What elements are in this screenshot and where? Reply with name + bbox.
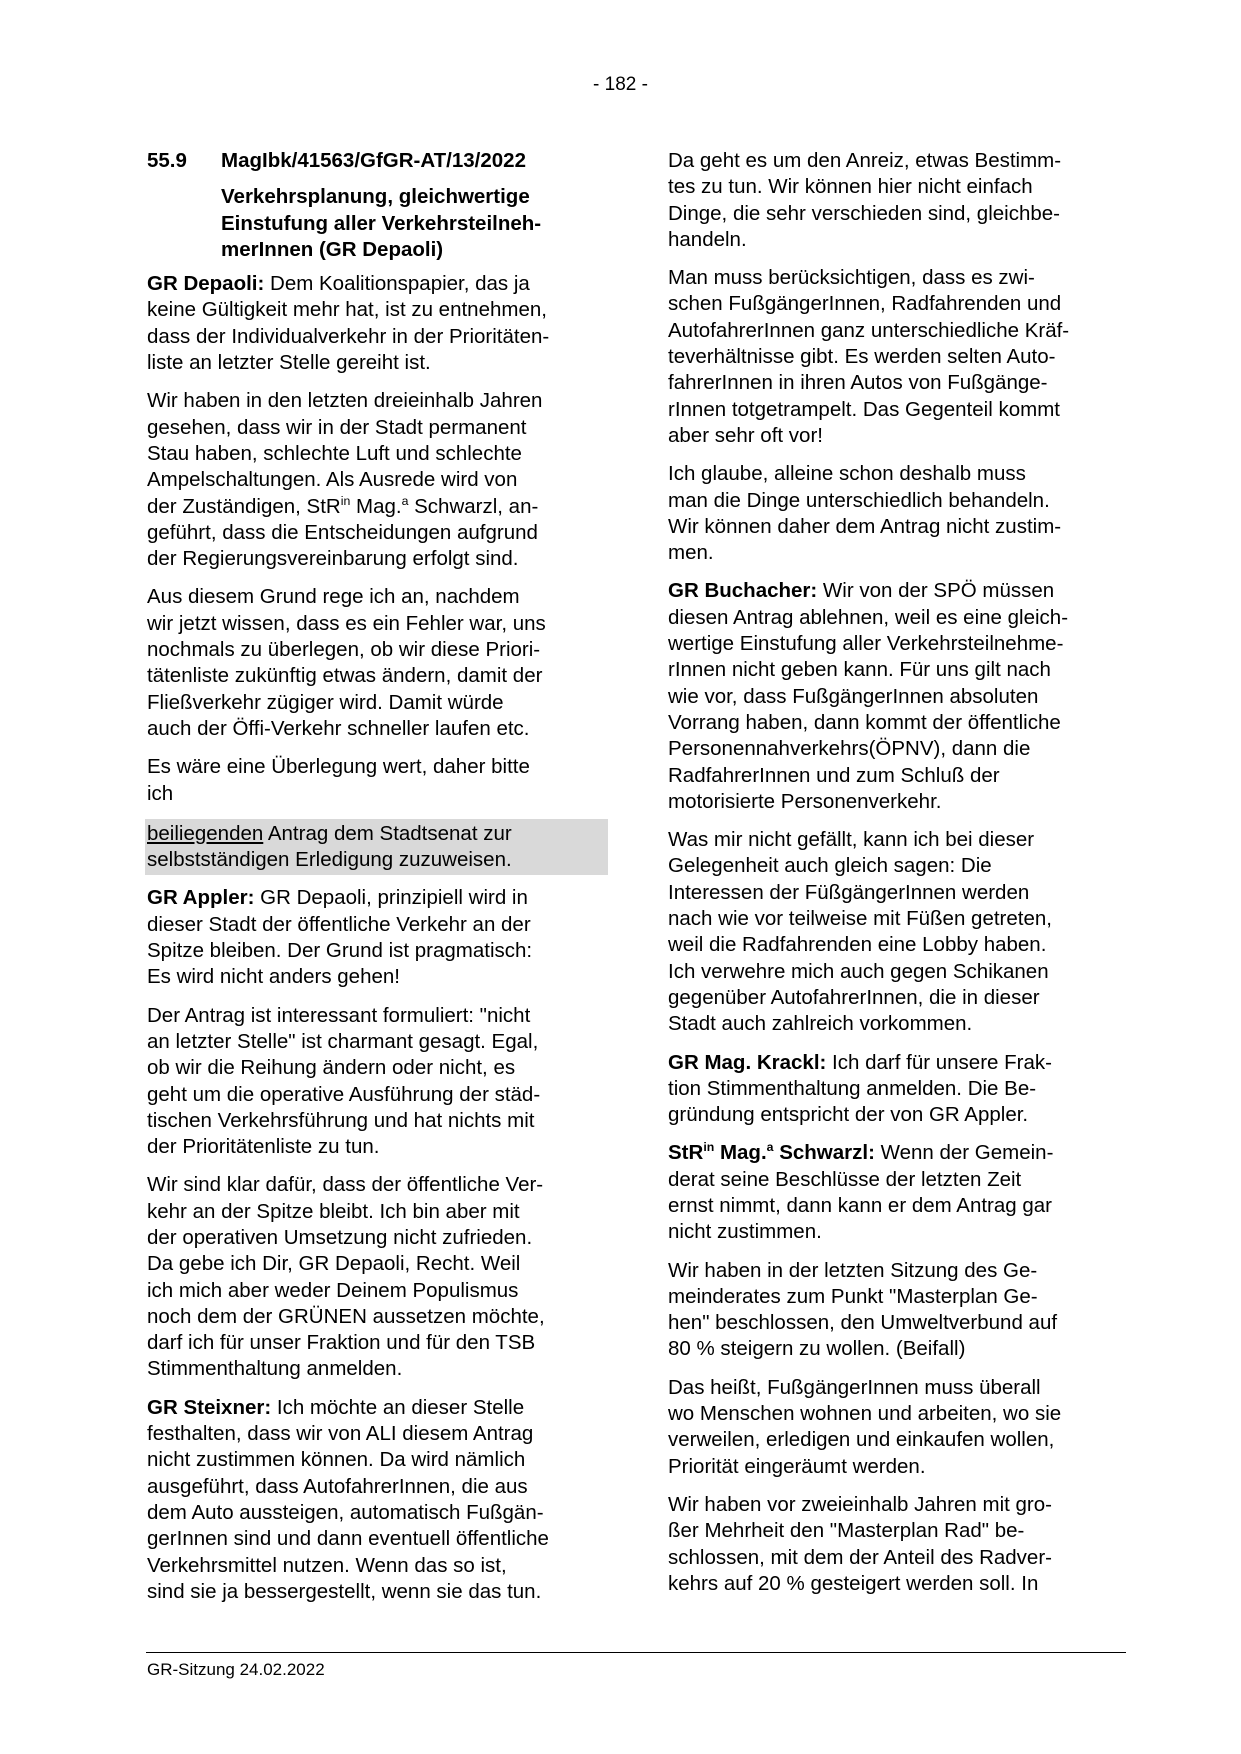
speaker-name: GR Buchacher:	[668, 579, 818, 603]
text-line: Wir sind klar dafür, dass der öffentliche Ver-	[147, 1173, 544, 1197]
text-line: Fließverkehr zügiger wird. Damit würde	[147, 690, 504, 714]
text-line: AutofahrerInnen ganz unterschiedliche Kräf-	[668, 318, 1070, 342]
text-line: motorisierte Personenverkehr.	[668, 789, 942, 813]
text-line: ob wir die Reihung ändern oder nicht, es	[147, 1056, 516, 1080]
paragraph-schwarzl	[668, 1140, 1123, 1245]
paragraph	[668, 1375, 1123, 1480]
text-line: nach wie vor teilweise mit Füßen getreten,	[668, 907, 1052, 931]
text-line: meinderates zum Punkt "Masterplan Ge-	[668, 1284, 1038, 1308]
paragraph	[668, 461, 1123, 566]
item-title-line: Einstufung aller Verkehrsteilneh-	[221, 211, 542, 235]
text-line: Ich verwehre mich auch gegen Schikanen	[668, 959, 1049, 983]
text-line: Wenn der Gemein-	[874, 1141, 1054, 1165]
text-line: rInnen nicht geben kann. Für uns gilt nach	[668, 658, 1051, 682]
speaker-name: GR Depaoli:	[147, 272, 265, 296]
text-line: diesen Antrag ablehnen, weil es eine gleich-	[668, 605, 1069, 629]
text-line: nicht zustimmen.	[668, 1220, 822, 1244]
text-line: Stau haben, schlechte Luft und schlechte	[147, 441, 522, 465]
paragraph-appler	[147, 885, 602, 990]
text-line: Man muss berücksichtigen, dass es zwi-	[668, 266, 1035, 290]
speaker-name: StR$^{in}$ Mag.$^a$ Schwarzl:	[668, 1140, 875, 1165]
text-line: sind sie ja bessergestellt, wenn sie das tun.	[147, 1579, 542, 1603]
text-line: men.	[668, 541, 714, 565]
text-line: wir jetzt wissen, dass es ein Fehler war, uns	[147, 611, 546, 635]
text-line: man die Dinge unterschiedlich behandeln.	[668, 488, 1050, 512]
text-line: Ampelschaltungen. Als Ausrede wird von	[147, 468, 518, 492]
text-line: tion Stimmenthaltung anmelden. Die Be-	[668, 1076, 1037, 1100]
paragraph-krackl	[668, 1050, 1123, 1129]
text-line: Wir haben in den letzten dreieinhalb Jahren	[147, 389, 543, 413]
text-line: Ich glaube, alleine schon deshalb muss	[668, 462, 1026, 486]
text-line: Wir haben vor zweieinhalb Jahren mit gro-	[668, 1492, 1052, 1516]
text-line: wertige Einstufung aller Verkehrsteilnehme-	[668, 632, 1064, 656]
text-line: Ich möchte an dieser Stelle	[271, 1395, 525, 1419]
paragraph-steixner	[147, 1395, 602, 1605]
item-heading	[147, 148, 602, 174]
text-line: Wir haben in der letzten Sitzung des Ge-	[668, 1258, 1038, 1282]
text-line: schen FußgängerInnen, Radfahrenden und	[668, 292, 1062, 316]
text-line: derat seine Beschlüsse der letzten Zeit	[668, 1167, 1022, 1191]
speaker-name: GR Mag. Krackl:	[668, 1050, 827, 1074]
text-line: gegenüber AutofahrerInnen, die in dieser	[668, 985, 1040, 1009]
text-line: Verkehrsmittel nutzen. Wenn das so ist,	[147, 1553, 507, 1577]
text-line: Ich darf für unsere Frak-	[826, 1050, 1052, 1074]
text-line: keine Gültigkeit mehr hat, ist zu entnehmen,	[147, 298, 547, 322]
text-line: Dem Koalitionspapier, das ja	[264, 272, 530, 296]
text-line: tätenliste zukünftig etwas ändern, damit der	[147, 664, 543, 688]
speaker-name: GR Steixner:	[147, 1395, 272, 1419]
paragraph-depaoli	[147, 271, 602, 376]
text-line: Da geht es um den Anreiz, etwas Bestimm-	[668, 149, 1062, 172]
text-line: verweilen, erledigen und einkaufen wollen,	[668, 1428, 1055, 1452]
text-line: tischen Verkehrsführung und hat nichts mit	[147, 1108, 535, 1132]
paragraph	[668, 1258, 1123, 1363]
text-line: tes zu tun. Wir können hier nicht einfach	[668, 175, 1033, 199]
item-title-line: merInnen (GR Depaoli)	[221, 237, 444, 261]
text-line: wie vor, dass FußgängerInnen absoluten	[668, 684, 1039, 708]
footer-divider	[146, 1652, 1126, 1653]
text-line: der Zuständigen, StR$^{in}$ Mag.$^a$ Schwarzl, an-	[147, 493, 539, 518]
text-line: dieser Stadt der öffentliche Verkehr an der	[147, 912, 531, 936]
text-line: geht um die operative Ausführung der städ-	[147, 1082, 541, 1106]
text-line: an letzter Stelle" ist charmant gesagt. Egal,	[147, 1029, 539, 1053]
item-title-line: Verkehrsplanung, gleichwertige	[221, 185, 530, 209]
text-line: RadfahrerInnen und zum Schluß der	[668, 763, 1000, 787]
text-line: Es wäre eine Überlegung wert, daher bitte	[147, 755, 530, 779]
text-line: Gelegenheit auch gleich sagen: Die	[668, 854, 992, 878]
footer-session-date: GR-Sitzung 24.02.2022	[147, 1660, 325, 1679]
text-line: Priorität eingeräumt werden.	[668, 1454, 926, 1478]
paragraph	[147, 1003, 602, 1161]
text-line: Was mir nicht gefällt, kann ich bei dieser	[668, 828, 1035, 852]
text-line: liste an letzter Stelle gereiht ist.	[147, 351, 431, 375]
text-line: schlossen, mit dem der Anteil des Radver-	[668, 1545, 1052, 1569]
paragraph	[668, 827, 1123, 1037]
text-line: gesehen, dass wir in der Stadt permanent	[147, 415, 527, 439]
text-line: fahrerInnen in ihren Autos von Fußgänge-	[668, 371, 1048, 395]
paragraph	[668, 265, 1123, 449]
text-line: nochmals zu überlegen, ob wir diese Priori-	[147, 638, 541, 662]
text-line: hen" beschlossen, den Umweltverbund auf	[668, 1311, 1058, 1335]
text-line: darf ich für unser Fraktion und für den TSB	[147, 1331, 536, 1355]
paragraph	[668, 1492, 1123, 1597]
text-line: Interessen der FüßgängerInnen werden	[668, 880, 1030, 904]
motion-underlined: beiliegenden	[147, 821, 264, 845]
text-line: ßer Mehrheit den "Masterplan Rad" be-	[668, 1519, 1025, 1543]
text-line: ernst nimmt, dann kann er dem Antrag gar	[668, 1193, 1053, 1217]
text-line: Wir können daher dem Antrag nicht zustim-	[668, 514, 1062, 538]
text-line: GR Depaoli, prinzipiell wird in	[254, 886, 528, 910]
text-line: auch der Öffi-Verkehr schneller laufen etc.	[147, 716, 530, 740]
text-line: ich mich aber weder Deinem Populismus	[147, 1278, 519, 1302]
text-line: selbstständigen Erledigung zuzuweisen.	[147, 848, 512, 872]
text-line: dass der Individualverkehr in der Prioritäten-	[147, 324, 550, 348]
paragraph	[147, 584, 602, 742]
text-line: noch dem der GRÜNEN aussetzen möchte,	[147, 1304, 545, 1328]
paragraph	[147, 388, 602, 572]
text-line: Dinge, die sehr verschieden sind, gleichbe-	[668, 201, 1061, 225]
right-column	[668, 148, 1123, 1609]
speaker-name: GR Appler:	[147, 886, 255, 910]
text-line: gründung entspricht der von GR Appler.	[668, 1103, 1029, 1127]
text-line: der operativen Umsetzung nicht zufrieden.	[147, 1225, 533, 1249]
paragraph-buchacher	[668, 578, 1123, 815]
text-line: kehrs auf 20 % gesteigert werden soll. In	[668, 1571, 1039, 1595]
text-line: festhalten, dass wir von ALI diesem Antrag	[147, 1422, 534, 1446]
text-line: nicht zustimmen können. Da wird nämlich	[147, 1448, 526, 1472]
text-line: Spitze bleiben. Der Grund ist pragmatisch:	[147, 939, 533, 963]
text-line: Antrag dem Stadtsenat zur	[263, 821, 512, 845]
left-column	[147, 148, 602, 1617]
text-line: Wir von der SPÖ müssen	[817, 579, 1055, 603]
text-line: Vorrang haben, dann kommt der öffentliche	[668, 710, 1061, 734]
text-line: der Prioritätenliste zu tun.	[147, 1135, 380, 1159]
motion-box	[145, 819, 608, 876]
text-line: Das heißt, FußgängerInnen muss überall	[668, 1375, 1041, 1399]
text-line: Da gebe ich Dir, GR Depaoli, Recht. Weil	[147, 1252, 521, 1276]
item-reference: MagIbk/41563/GfGR-AT/13/2022	[221, 149, 526, 172]
text-line: Personennahverkehrs(ÖPNV), dann die	[668, 737, 1031, 761]
text-line: Es wird nicht anders gehen!	[147, 965, 400, 989]
text-line: Stimmenthaltung anmelden.	[147, 1357, 403, 1381]
text-line: ich	[147, 781, 174, 805]
paragraph	[147, 754, 602, 807]
text-line: gerInnen sind und dann eventuell öffentliche	[147, 1527, 549, 1551]
item-title	[147, 184, 602, 263]
text-line: kehr an der Spitze bleibt. Ich bin aber mit	[147, 1199, 520, 1223]
page-number: - 182 -	[593, 74, 648, 95]
text-line: weil die Radfahrenden eine Lobby haben.	[668, 933, 1047, 957]
text-line: Stadt auch zahlreich vorkommen.	[668, 1012, 973, 1036]
text-line: wo Menschen wohnen und arbeiten, wo sie	[668, 1402, 1062, 1426]
text-line: Aus diesem Grund rege ich an, nachdem	[147, 585, 520, 609]
paragraph	[668, 148, 1123, 253]
text-line: teverhältnisse gibt. Es werden selten Auto-	[668, 345, 1056, 369]
text-line: ausgeführt, dass AutofahrerInnen, die aus	[147, 1474, 528, 1498]
text-line: aber sehr oft vor!	[668, 423, 823, 447]
text-line: geführt, dass die Entscheidungen aufgrund	[147, 520, 538, 544]
item-number: 55.9	[147, 149, 187, 172]
text-line: handeln.	[668, 227, 747, 251]
text-line: der Regierungsvereinbarung erfolgt sind.	[147, 547, 519, 571]
text-line: 80 % steigern zu wollen. (Beifall)	[668, 1337, 966, 1361]
text-line: dem Auto aussteigen, automatisch Fußgän-	[147, 1500, 544, 1524]
paragraph	[147, 1172, 602, 1382]
text-line: Der Antrag ist interessant formuliert: "nicht	[147, 1003, 531, 1027]
text-line: rInnen totgetrampelt. Das Gegenteil kommt	[668, 397, 1060, 421]
